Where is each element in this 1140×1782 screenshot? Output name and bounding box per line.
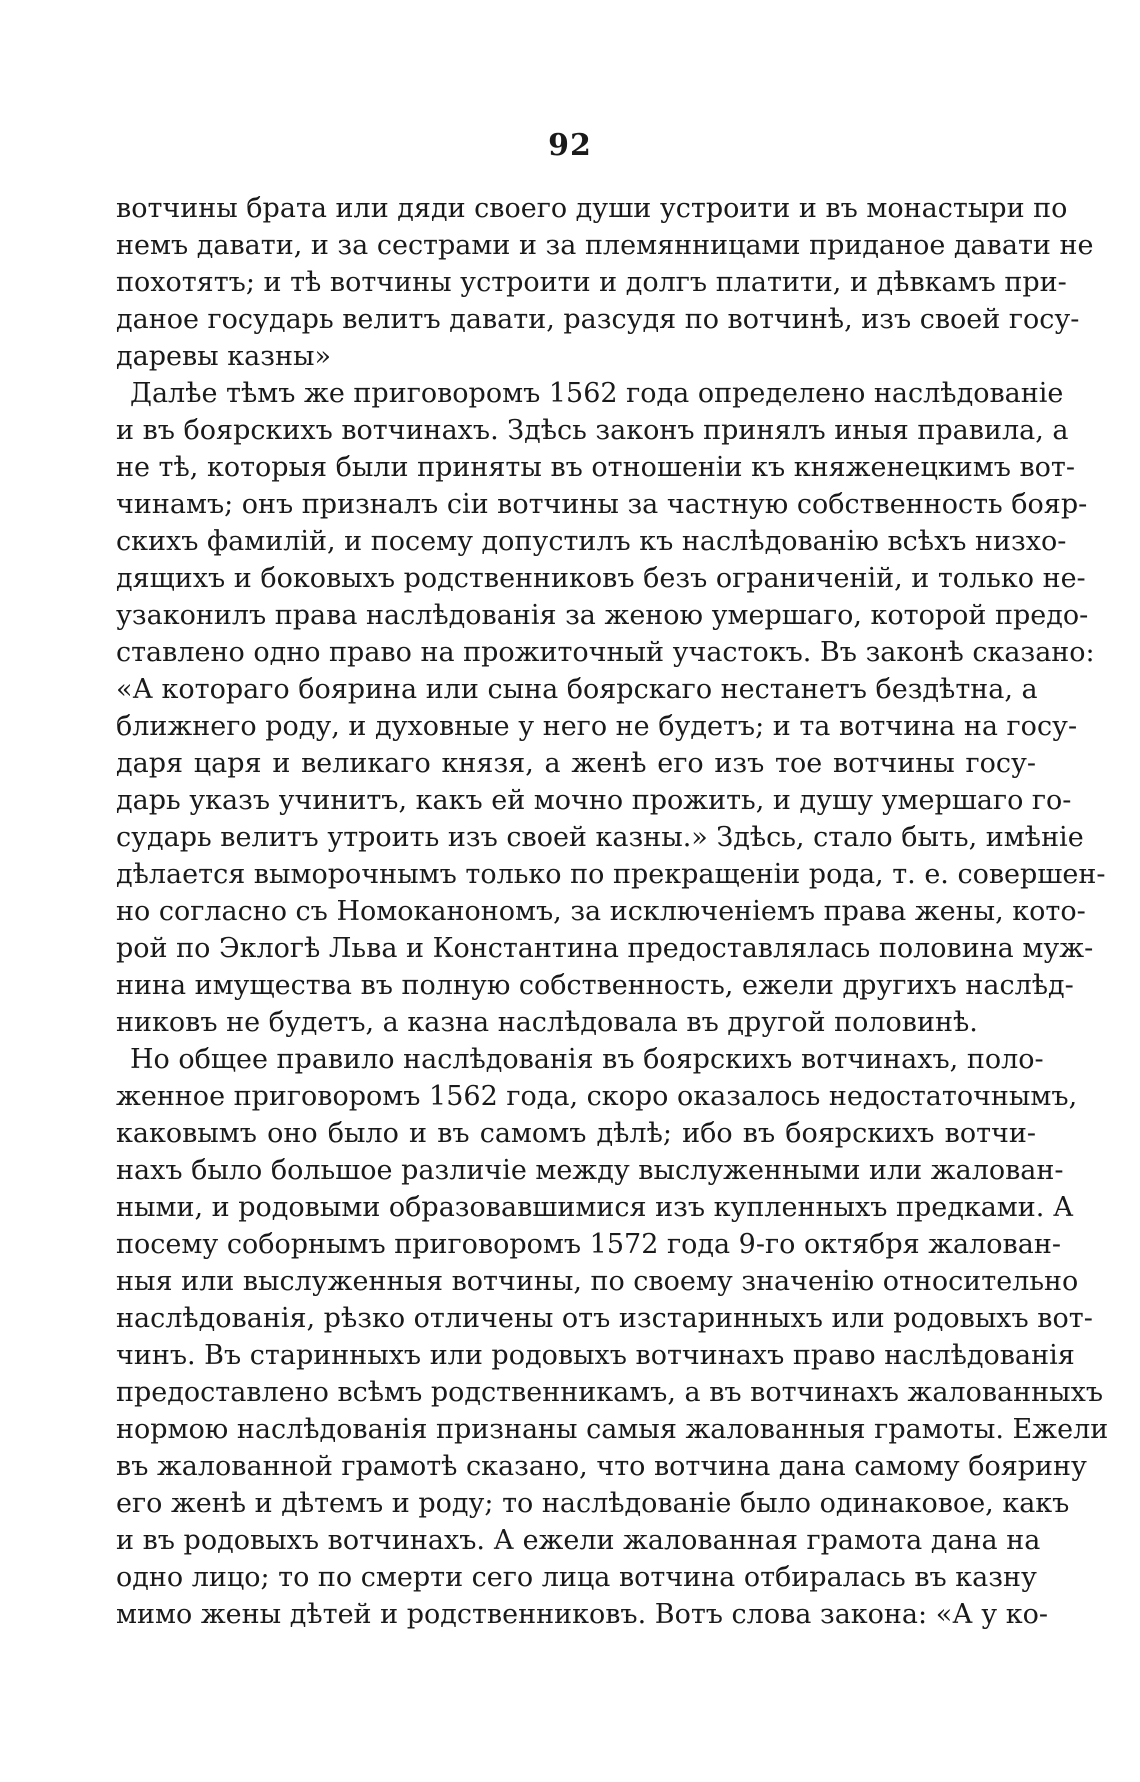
text-line: дѣлается выморочнымъ только по прекращеніи рода, т. е. совершен-: [116, 859, 1106, 890]
text-line: немъ давати, и за сестрами и за племянницами приданое давати не: [116, 230, 1094, 261]
text-line: узаконилъ права наслѣдованія за женою умершаго, которой предо-: [116, 600, 1089, 631]
text-line: его женѣ и дѣтемъ и роду; то наслѣдованіе было одинаковое, какъ: [116, 1488, 1070, 1519]
text-line: мимо жены дѣтей и родственниковъ. Вотъ слова закона: «А у ко-: [116, 1599, 1048, 1630]
text-line: ставлено одно право на прожиточный участокъ. Въ законѣ сказано:: [116, 637, 1095, 668]
text-line: и въ боярскихъ вотчинахъ. Здѣсь законъ принялъ иныя правила, а: [116, 415, 1069, 446]
text-line: женное приговоромъ 1562 года, скоро оказалось недостаточнымъ,: [116, 1081, 1078, 1112]
text-line: предоставлено всѣмъ родственникамъ, а въ вотчинахъ жалованныхъ: [116, 1377, 1104, 1408]
text-line: въ жалованной грамотѣ сказано, что вотчина дана самому боярину: [116, 1451, 1087, 1482]
text-line: ными, и родовыми образовавшимися изъ купленныхъ предками. А: [116, 1192, 1074, 1223]
text-line: никовъ не будетъ, а казна наслѣдовала въ другой половинѣ.: [116, 1007, 978, 1038]
text-line: одно лицо; то по смерти сего лица вотчина отбиралась въ казну: [116, 1562, 1037, 1593]
text-line: ныя или выслуженныя вотчины, по своему значенію относительно: [116, 1266, 1079, 1297]
text-line: чинамъ; онъ призналъ сіи вотчины за частную собственность бояр-: [116, 489, 1088, 520]
body-text: [116, 190, 1109, 1633]
text-line: нахъ было большое различіе между выслуженными или жалован-: [116, 1155, 1064, 1186]
text-line: нормою наслѣдованія признаны самыя жалованныя грамоты. Ежели: [116, 1414, 1109, 1445]
text-line: скихъ фамилій, и посему допустилъ къ наслѣдованію всѣхъ низхо-: [116, 526, 1067, 557]
text-line: нина имущества въ полную собственность, ежели другихъ наслѣд-: [116, 970, 1074, 1001]
text-line: дящихъ и боковыхъ родственниковъ безъ ограниченій, и только не-: [116, 563, 1086, 594]
text-line: «А котораго боярина или сына боярскаго нестанетъ бездѣтна, а: [116, 674, 1038, 705]
text-line: похотятъ; и тѣ вотчины устроити и долгъ платити, и дѣвкамъ при-: [116, 267, 1067, 298]
text-line: даное государь велитъ давати, разсудя по вотчинѣ, изъ своей госу-: [116, 304, 1080, 335]
text-line: даря царя и великаго князя, а женѣ его изъ тое вотчины госу-: [116, 748, 1036, 779]
text-line: посему соборнымъ приговоромъ 1572 года 9-го октября жалован-: [116, 1229, 1061, 1260]
text-line: даревы казны»: [116, 341, 331, 372]
text-line: дарь указъ учинитъ, какъ ей мочно прожить, и душу умершаго го-: [116, 785, 1072, 816]
paragraph-first-line: Но общее правило наслѣдованія въ боярскихъ вотчинахъ, поло-: [130, 1044, 1044, 1075]
text-line: вотчины брата или дяди своего души устроити и въ монастыри по: [116, 193, 1068, 224]
paragraph-first-line: Далѣе тѣмъ же приговоромъ 1562 года определено наслѣдованіе: [130, 378, 1064, 409]
text-line: и въ родовыхъ вотчинахъ. А ежели жалованная грамота дана на: [116, 1525, 1041, 1556]
text-line: рой по Эклогѣ Льва и Константина предоставлялась половина муж-: [116, 933, 1094, 964]
text-line: но согласно съ Номоканономъ, за исключеніемъ права жены, кото-: [116, 896, 1086, 927]
text-line: чинъ. Въ старинныхъ или родовыхъ вотчинахъ право наслѣдованія: [116, 1340, 1075, 1371]
text-line: не тѣ, которыя были приняты въ отношеніи къ княженецкимъ вот-: [116, 452, 1075, 483]
text-line: ближнего роду, и духовные у него не будетъ; и та вотчина на госу-: [116, 711, 1078, 742]
page-number: 92: [548, 128, 592, 163]
text-line: сударь велитъ утроить изъ своей казны.» Здѣсь, стало быть, имѣніе: [116, 822, 1084, 853]
text-line: каковымъ оно было и въ самомъ дѣлѣ; ибо въ боярскихъ вотчи-: [116, 1118, 1036, 1149]
text-line: наслѣдованія, рѣзко отличены отъ изстаринныхъ или родовыхъ вот-: [116, 1303, 1093, 1334]
